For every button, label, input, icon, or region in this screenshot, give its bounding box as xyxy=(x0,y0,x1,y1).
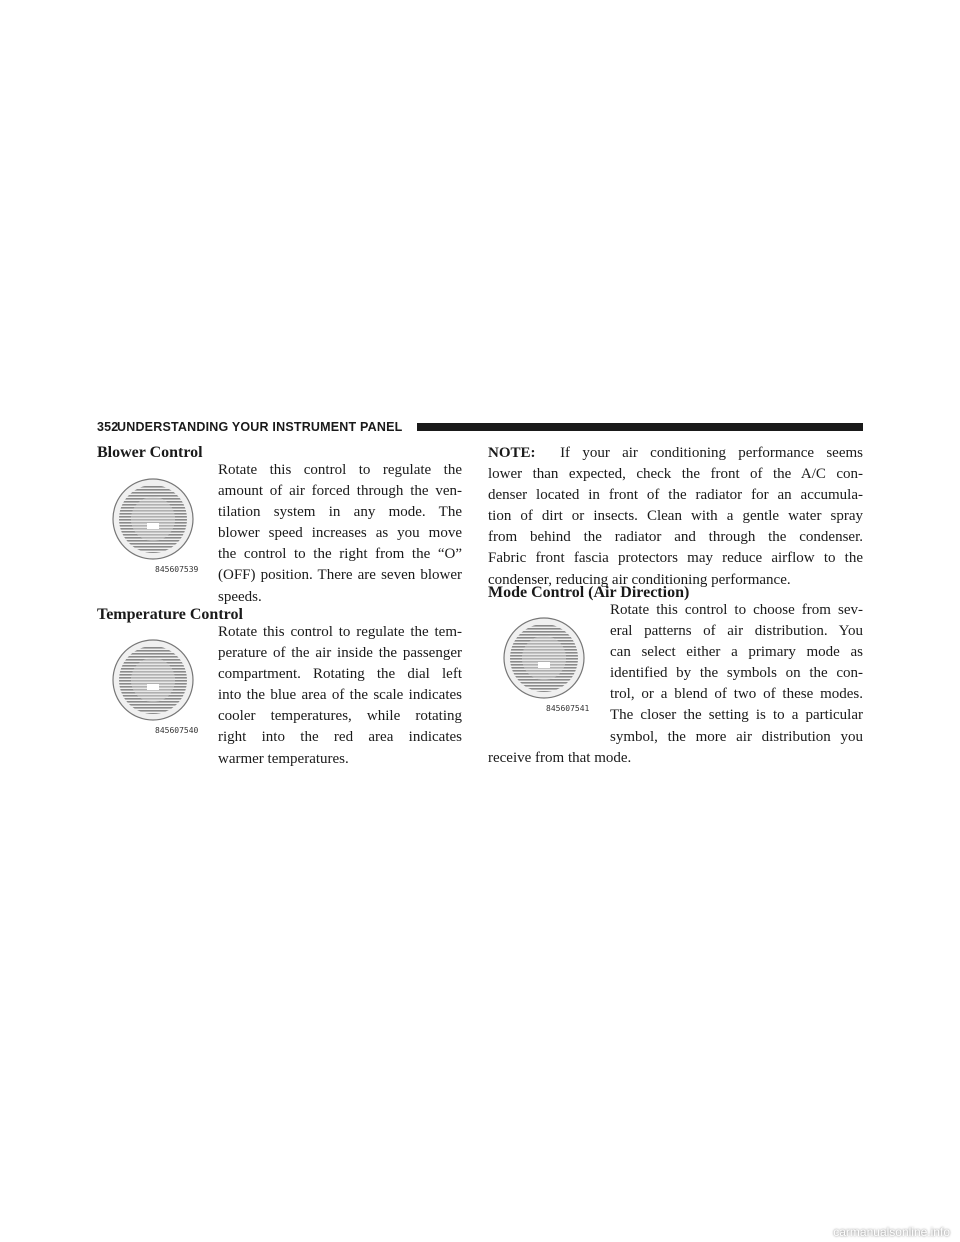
temperature-line: warmer temperatures. xyxy=(218,750,349,767)
mode-line: can select either a primary mode as xyxy=(610,644,863,661)
mode-line: symbol, the more air distribution you xyxy=(610,728,863,745)
note-line: tion of dirt or insects. Clean with a gentle water spray xyxy=(488,508,863,525)
note-first-line-text: If your air conditioning performance seems xyxy=(560,445,863,461)
mode-line: Rotate this control to choose from sev- xyxy=(610,602,863,618)
watermark[interactable]: carmanualsonline.info xyxy=(833,1225,950,1239)
temperature-line: right into the red area indicates xyxy=(218,729,462,746)
temperature-line: perature of the air inside the passenger xyxy=(218,645,462,662)
blower-line: tilation system in any mode. The xyxy=(218,504,462,521)
mode-text xyxy=(610,600,863,748)
mode-heading: Mode Control (Air Direction) xyxy=(488,584,690,601)
mode-line: trol, or a blend of two of these modes. xyxy=(610,686,863,703)
section-title: UNDERSTANDING YOUR INSTRUMENT PANEL xyxy=(117,420,403,434)
note-line: from behind the radiator and through the condenser. xyxy=(488,529,863,546)
blower-line: blower speed increases as you move xyxy=(218,525,462,542)
temperature-line: cooler temperatures, while rotating xyxy=(218,708,462,725)
mode-line: The closer the setting is to a particular xyxy=(610,707,863,724)
temperature-figure-code: 845607540 xyxy=(155,726,199,735)
page-header xyxy=(97,419,863,435)
mode-line: eral patterns of air distribution. You xyxy=(610,623,863,640)
note-line: lower than expected, check the front of the A/C con- xyxy=(488,466,863,483)
note-line: Fabric front fascia protectors may reduce airflow to the xyxy=(488,550,863,567)
note-line: condenser, reducing air conditioning performance. xyxy=(488,571,791,588)
temperature-heading: Temperature Control xyxy=(97,606,243,623)
blower-text xyxy=(218,460,462,608)
blower-line: the control to the right from the “O” xyxy=(218,546,462,563)
temperature-line: compartment. Rotating the dial left xyxy=(218,666,462,683)
blower-figure-code: 845607539 xyxy=(155,565,199,574)
temperature-line: Rotate this control to regulate the tem- xyxy=(218,624,462,640)
mode-text-continued xyxy=(488,748,863,769)
blower-line: speeds. xyxy=(218,588,262,605)
blower-control-figure xyxy=(97,471,209,575)
blower-line: Rotate this control to regulate the xyxy=(218,462,462,478)
blower-line: amount of air forced through the ven- xyxy=(218,483,462,500)
note-first-line xyxy=(488,443,863,464)
temperature-text xyxy=(218,622,462,770)
mode-figure-code: 845607541 xyxy=(546,704,590,713)
blower-line: (OFF) position. There are seven blower xyxy=(218,567,462,584)
note-text xyxy=(488,443,863,591)
mode-last-line: receive from that mode. xyxy=(488,750,632,766)
note-label: NOTE: xyxy=(488,445,536,461)
temperature-control-figure xyxy=(97,632,209,736)
mode-control-figure xyxy=(488,610,600,714)
page-number: 352 xyxy=(97,420,119,434)
temperature-line: into the blue area of the scale indicates xyxy=(218,687,462,704)
mode-line: identified by the symbols on the con- xyxy=(610,665,863,682)
blower-heading: Blower Control xyxy=(97,444,203,461)
note-line: denser located in front of the radiator for an accumula- xyxy=(488,487,863,504)
header-rule xyxy=(417,423,863,431)
